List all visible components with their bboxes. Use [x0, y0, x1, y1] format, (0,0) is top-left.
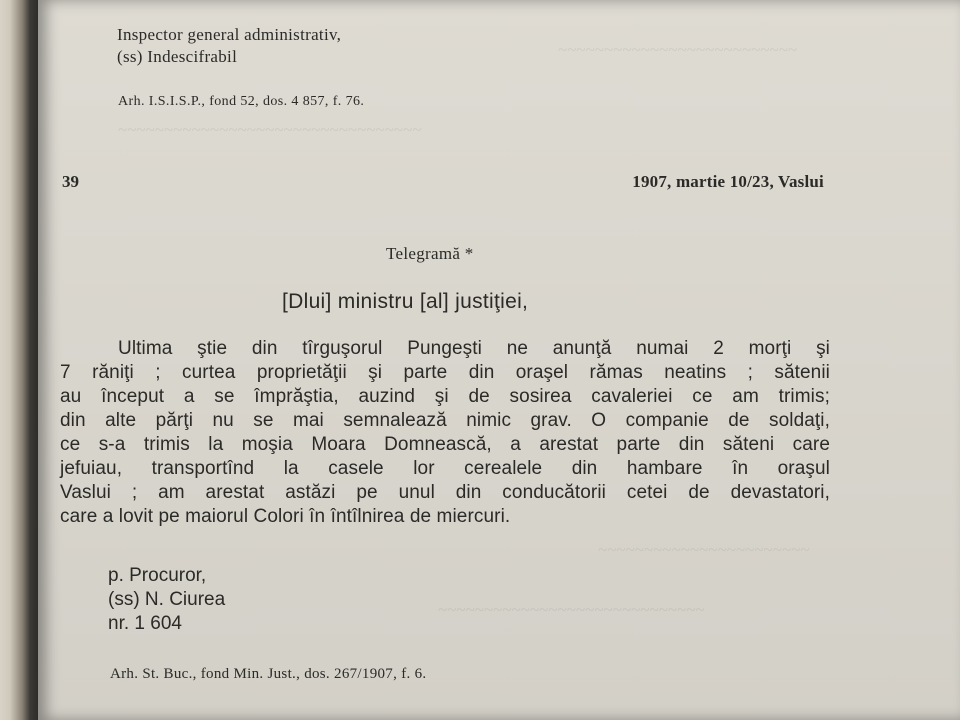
- document-number: 39: [62, 172, 79, 191]
- bottom-signature-role: p. Procuror,: [108, 565, 207, 586]
- body-line: din alte părţi nu se mai semnalează nimic grav. O companie de soldaţi,: [60, 410, 830, 431]
- body-line: care a lovit pe maiorul Colori în întîlnirea de miercuri.: [60, 506, 511, 527]
- top-signature-title: Inspector general administrativ,: [117, 25, 342, 44]
- top-signature-name: (ss) Indescifrabil: [117, 47, 238, 66]
- top-signature-block: [117, 24, 341, 68]
- document-type-heading: Telegramă *: [386, 244, 474, 263]
- bottom-archive-reference: Arh. St. Buc., fond Min. Just., dos. 267/1907, f. 6.: [110, 666, 427, 682]
- body-line: 7 răniţi ; curtea proprietăţii şi parte din oraşel rămas neatins ; sătenii: [60, 362, 830, 383]
- bleed-through: ~~~~~~~~~~~~~~~~~~~~~~~: [598, 540, 810, 559]
- bleed-through: ~~~~~~~~~~~~~~~~~~~~~~~~~~~~~: [438, 600, 705, 619]
- bleed-through: ~~~~~~~~~~~~~~~~~~~~~~~~~~: [558, 40, 798, 59]
- telegram-body: [60, 337, 830, 529]
- body-line: Vaslui ; am arestat astăzi pe unul din conducătorii cetei de devastatori,: [60, 482, 830, 503]
- top-archive-reference: Arh. I.S.I.S.P., fond 52, dos. 4 857, f. 76.: [118, 94, 365, 109]
- bottom-signature-name: (ss) N. Ciurea: [108, 589, 226, 610]
- document-date-place: 1907, martie 10/23, Vaslui: [632, 172, 824, 191]
- body-line: au început a se împrăştia, auzind şi de sosirea cavaleriei ce am trimis;: [60, 386, 830, 407]
- body-line: jefuiau, transportînd la casele lor cerealele din hambare în oraşul: [60, 458, 830, 479]
- document-addressee: [Dlui] ministru [al] justiţiei,: [282, 290, 529, 313]
- book-binding-edge: [0, 0, 40, 720]
- body-line: ce s-a trimis la moşia Moara Domnească, a arestat parte din săteni care: [60, 434, 830, 455]
- body-line: Ultima ştie din tîrguşorul Pungeşti ne anunţă numai 2 morţi şi: [118, 338, 830, 359]
- bottom-signature-block: [108, 564, 225, 636]
- bleed-through: ~~~~~~~~~~~~~~~~~~~~~~~~~~~~~~~~~: [118, 120, 422, 139]
- bottom-signature-number: nr. 1 604: [108, 613, 182, 634]
